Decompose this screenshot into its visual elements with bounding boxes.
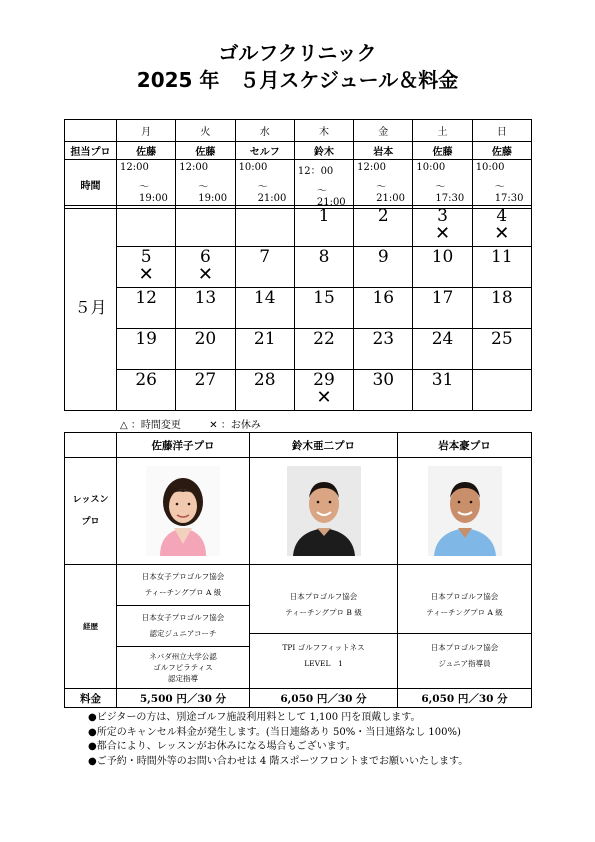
calendar-body [65, 206, 532, 411]
time-thu [294, 160, 353, 209]
calendar-day-cell [472, 288, 531, 329]
day-number: 10 [431, 247, 454, 267]
weekday-row [65, 120, 532, 142]
note-visitor-fee: ●ビジターの方は、別途ゴルフ施設利用料として 1,100 円を頂戴します。 [88, 712, 421, 723]
legend-off: ：お休み [220, 420, 261, 431]
fee-iwamoto: 6,050 円／30 分 [398, 689, 532, 708]
career-block [398, 634, 531, 678]
fee-sato: 5,500 円／30 分 [117, 689, 250, 708]
note-cancel-fee: ●所定のキャンセル料金が発生します。(当日連絡あり 50%・当日連絡なし 100%) [88, 726, 461, 738]
pro-thu: 鈴木 [294, 142, 353, 160]
calendar-week [65, 329, 532, 370]
title-line-2: 2025 年 ５月スケジュール＆料金 [136, 68, 459, 92]
calendar-day-cell [176, 206, 235, 247]
calendar-day-cell [413, 247, 472, 288]
photo-row [65, 458, 532, 565]
career-sato [117, 565, 250, 689]
day-number: 19 [135, 329, 157, 349]
career-line: ゴルフピラティス [153, 663, 213, 672]
calendar-day-cell [354, 206, 413, 247]
calendar-day-cell [117, 329, 176, 370]
day-off-icon: ✕ [435, 223, 451, 244]
time-mon [117, 160, 176, 209]
fee-label: 料金 [65, 689, 117, 708]
time-sun [472, 160, 531, 209]
time-end: ～17:30 [435, 182, 465, 204]
time-end: ～19:00 [198, 182, 228, 204]
career-label: 経歴 [65, 565, 117, 689]
calendar-day-cell [117, 288, 176, 329]
calendar-day-cell [294, 370, 353, 411]
time-end: ～21:00 [376, 182, 405, 204]
calendar-day-cell [413, 329, 472, 370]
cross-icon: ✕ [209, 420, 218, 431]
calendar-day-cell [472, 329, 531, 370]
career-line: 認定指導 [168, 674, 198, 683]
day-number: 6 [200, 247, 211, 267]
career-line: 日本女子プロゴルフ協会 [141, 572, 225, 581]
day-number: 16 [372, 288, 395, 308]
career-block [250, 576, 397, 634]
day-number: 26 [135, 370, 157, 390]
time-wed [235, 160, 294, 209]
calendar-day-cell [235, 329, 294, 370]
career-line: LEVEL 1 [304, 658, 343, 668]
weekday-tue: 火 [176, 120, 235, 142]
pro-row [65, 142, 532, 160]
calendar-day-cell [294, 206, 353, 247]
career-row [65, 565, 532, 689]
day-number: 17 [431, 288, 454, 308]
corner-cell [65, 433, 117, 458]
day-number: 30 [372, 370, 395, 390]
calendar-week [65, 247, 532, 288]
pro-name-suzuki: 鈴木亜二プロ [250, 433, 398, 458]
day-number: 27 [194, 370, 217, 390]
day-number [117, 206, 175, 207]
career-line: 日本プロゴルフ協会 [430, 642, 499, 652]
calendar-table [64, 205, 532, 411]
career-line: ティーチングプロ A 級 [426, 607, 503, 617]
note-inquiry: ●ご予約・時間外等のお問い合わせは 4 階スポーツフロントまでお願いいたします。 [88, 755, 469, 767]
weekday-fri: 金 [354, 120, 413, 142]
career-block [117, 565, 249, 606]
time-end: ～21:00 [257, 182, 287, 204]
career-line: 日本プロゴルフ協会 [430, 591, 499, 601]
day-number: 12 [135, 288, 157, 308]
schedule-table [64, 119, 532, 209]
day-number: 31 [431, 370, 454, 390]
weekday-wed: 水 [235, 120, 294, 142]
career-iwamoto [398, 565, 532, 689]
fee-row [65, 689, 532, 708]
day-number: 3 [437, 206, 448, 226]
photo-suzuki [287, 466, 361, 556]
photo-sato [146, 466, 220, 556]
time-start: 10:00 [416, 162, 446, 173]
day-off-icon: ✕ [316, 387, 332, 408]
photo-cell-iwamoto [398, 458, 532, 565]
calendar-week [65, 206, 532, 247]
career-line: TPI ゴルフフィットネス [282, 642, 365, 652]
career-line: 日本プロゴルフ協会 [289, 591, 358, 601]
day-number: 2 [377, 206, 389, 226]
time-row [65, 160, 532, 209]
career-line: ネバダ州立大学公認 [149, 652, 217, 661]
notes [88, 711, 468, 769]
pro-sat: 佐藤 [413, 142, 472, 160]
career-block [250, 634, 397, 678]
calendar-day-cell [472, 206, 531, 247]
day-number: 8 [318, 247, 330, 267]
calendar-day-cell [117, 247, 176, 288]
time-fri [354, 160, 413, 209]
calendar-day-cell [176, 329, 235, 370]
pro-name-row [65, 433, 532, 458]
day-number: 29 [313, 370, 335, 390]
calendar-day-cell [294, 329, 353, 370]
day-number: 4 [496, 206, 508, 226]
lesson-label-line2: プロ [81, 517, 100, 527]
day-number: 5 [140, 247, 152, 267]
career-line: ジュニア指導員 [438, 658, 491, 668]
calendar-day-cell [413, 206, 472, 247]
pro-name-sato: 佐藤洋子プロ [117, 433, 250, 458]
day-number [176, 206, 234, 207]
day-number: 20 [194, 329, 217, 349]
calendar-day-cell [117, 370, 176, 411]
day-number: 21 [253, 329, 276, 349]
day-number: 14 [253, 288, 276, 308]
day-off-icon: ✕ [197, 264, 213, 285]
calendar-day-cell [235, 288, 294, 329]
day-number: 28 [253, 370, 276, 390]
time-start: 12:00 [120, 162, 149, 173]
time-start: 12:00 [179, 162, 209, 173]
day-number [236, 206, 294, 207]
time-start: 10:00 [238, 162, 268, 173]
legend [120, 416, 261, 431]
calendar-day-cell [176, 288, 235, 329]
time-start: 12：00 [297, 166, 334, 177]
calendar-day-cell [294, 288, 353, 329]
pro-sun: 佐藤 [472, 142, 531, 160]
lesson-pro-label [65, 458, 117, 565]
day-number: 23 [372, 329, 395, 349]
pro-row-label: 担当プロ [65, 142, 117, 160]
month-label: ５月 [65, 206, 117, 411]
time-tue [176, 160, 235, 209]
time-end: ～17:30 [494, 182, 524, 204]
calendar-day-cell [472, 247, 531, 288]
pro-table [64, 432, 532, 708]
day-off-icon: ✕ [494, 223, 510, 244]
pro-mon: 佐藤 [117, 142, 176, 160]
day-number: 1 [318, 206, 330, 226]
weekday-thu: 木 [294, 120, 353, 142]
calendar-day-cell [235, 247, 294, 288]
weekday-sat: 土 [413, 120, 472, 142]
calendar-day-cell [413, 288, 472, 329]
day-number: 7 [259, 247, 271, 267]
day-number: 13 [194, 288, 217, 308]
calendar-day-cell [117, 206, 176, 247]
photo-iwamoto [428, 466, 502, 556]
calendar-day-cell [176, 247, 235, 288]
day-number: 22 [313, 329, 335, 349]
calendar-day-cell [472, 370, 531, 411]
calendar-week [65, 288, 532, 329]
time-end: ～19:00 [139, 182, 168, 204]
calendar-day-cell [354, 288, 413, 329]
career-block [117, 606, 249, 647]
pro-name-iwamoto: 岩本豪プロ [398, 433, 532, 458]
legend-time-change: ：時間変更 [130, 420, 181, 431]
calendar-day-cell [235, 370, 294, 411]
calendar-day-cell [354, 247, 413, 288]
career-line: 認定ジュニアコーチ [149, 629, 217, 638]
career-line: ティーチングプロ A 級 [144, 588, 222, 597]
photo-cell-sato [117, 458, 250, 565]
career-block [117, 647, 249, 688]
career-line: 日本女子プロゴルフ協会 [141, 613, 225, 622]
photo-cell-suzuki [250, 458, 398, 565]
weekday-mon: 月 [117, 120, 176, 142]
pro-tue: 佐藤 [176, 142, 235, 160]
day-number [473, 370, 531, 371]
day-number: 25 [491, 329, 513, 349]
calendar-day-cell [294, 247, 353, 288]
day-off-icon: ✕ [138, 264, 154, 285]
calendar-day-cell [176, 370, 235, 411]
calendar-day-cell [235, 206, 294, 247]
calendar-day-cell [354, 329, 413, 370]
career-line: ティーチングプロ B 級 [285, 607, 362, 617]
weekday-sun: 日 [472, 120, 531, 142]
day-number: 11 [491, 247, 513, 267]
time-start: 10:00 [475, 162, 505, 173]
calendar-day-cell [354, 370, 413, 411]
triangle-icon: △ [120, 420, 128, 431]
title-line-1: ゴルフクリニック [218, 41, 377, 65]
time-end: ～21:00 [316, 186, 346, 208]
day-number: 9 [377, 247, 389, 267]
career-block [398, 576, 531, 634]
corner-cell [65, 120, 117, 142]
lesson-label-line1: レッスン [72, 495, 109, 505]
day-number: 24 [431, 329, 454, 349]
calendar-week [65, 370, 532, 411]
pro-fri: 岩本 [354, 142, 413, 160]
time-row-label: 時間 [65, 160, 117, 209]
day-number: 15 [313, 288, 335, 308]
day-number: 18 [491, 288, 513, 308]
time-start: 12:00 [357, 162, 386, 173]
fee-suzuki: 6,050 円／30 分 [250, 689, 398, 708]
calendar-day-cell [413, 370, 472, 411]
pro-wed: セルフ [235, 142, 294, 160]
time-sat [413, 160, 472, 209]
career-suzuki [250, 565, 398, 689]
note-lesson-off: ●都合により、レッスンがお休みになる場合もございます。 [88, 741, 356, 752]
